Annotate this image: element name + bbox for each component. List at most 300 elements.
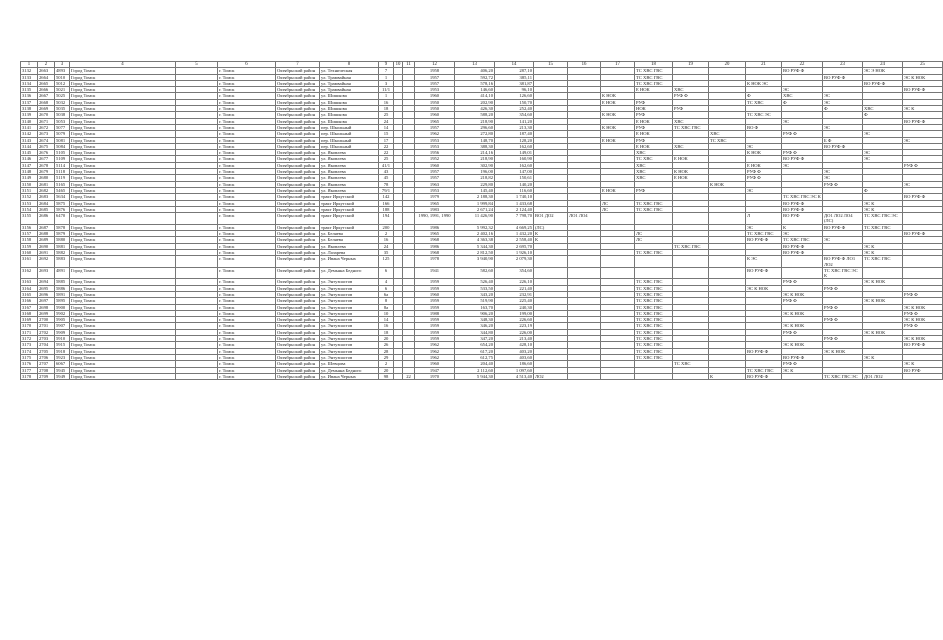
table-cell: 5025 bbox=[55, 93, 70, 99]
table-cell: 5923 bbox=[55, 354, 70, 360]
table-cell: ТС ХВС ГВС bbox=[635, 285, 673, 291]
column-number-cell: 17 bbox=[601, 62, 635, 68]
table-cell bbox=[903, 256, 943, 268]
table-cell: (ЛС) bbox=[534, 224, 568, 230]
table-cell: 5032 bbox=[55, 99, 70, 105]
table-cell: ХВС bbox=[635, 162, 673, 168]
table-cell: 414,10 bbox=[455, 93, 495, 99]
table-cell bbox=[601, 267, 635, 279]
table-cell: ул. Яковлева bbox=[320, 162, 379, 168]
column-number-cell: 8 bbox=[320, 62, 379, 68]
column-number-cell: 11 bbox=[403, 62, 415, 68]
table-cell: 213,40 bbox=[495, 336, 534, 342]
table-cell: 1957 bbox=[415, 74, 455, 80]
table-cell: 14 bbox=[379, 124, 394, 130]
table-cell: ТС ХВС ГВС bbox=[635, 68, 673, 74]
table-cell: 5907 bbox=[55, 323, 70, 329]
table-cell: 2 695,70 bbox=[495, 243, 534, 249]
table-cell: г. Томск bbox=[218, 213, 276, 225]
table-cell: г. Томск bbox=[218, 354, 276, 360]
table-cell: ЛО1 ЛО4 bbox=[568, 213, 601, 225]
table-cell: 343,20 bbox=[455, 291, 495, 297]
table-cell: 406,20 bbox=[455, 68, 495, 74]
table-cell: К bbox=[782, 224, 823, 230]
table-cell: ТС ХВС ГВС bbox=[635, 342, 673, 348]
table-cell: 2693 bbox=[38, 267, 55, 279]
table-cell: 5012 bbox=[55, 80, 70, 86]
table-cell: 2682 bbox=[38, 187, 55, 193]
table-cell: Октябрьский район bbox=[276, 131, 320, 137]
table-cell: 426,30 bbox=[455, 106, 495, 112]
table-cell: 2700 bbox=[38, 317, 55, 323]
table-cell bbox=[903, 213, 943, 225]
table-cell: 1986 bbox=[415, 243, 455, 249]
table-cell bbox=[673, 213, 709, 225]
table-cell: ВО1 ДО2 bbox=[534, 213, 568, 225]
table-cell: 1959 bbox=[415, 323, 455, 329]
table-cell: Город Томск bbox=[70, 187, 176, 193]
table-cell: ВО РУФ Ф bbox=[746, 267, 782, 279]
table-cell: 2667 bbox=[38, 93, 55, 99]
table-cell: 5881 bbox=[55, 243, 70, 249]
table-cell: Город Томск bbox=[70, 162, 176, 168]
table-cell: ТС ХВС ГВС ЭС bbox=[823, 373, 863, 379]
table-cell: Е НОК bbox=[635, 87, 673, 93]
table-cell: 5634 bbox=[55, 194, 70, 200]
table-cell: 526,40 bbox=[455, 279, 495, 285]
table-cell: ТС ХВС bbox=[673, 361, 709, 367]
table-cell: 4893 bbox=[55, 68, 70, 74]
table-cell: ЛС bbox=[635, 237, 673, 243]
table-cell: ЛО2 bbox=[534, 373, 568, 379]
table-cell: ЭС bbox=[823, 237, 863, 243]
table-cell: К bbox=[709, 373, 746, 379]
table-cell: 2701 bbox=[38, 323, 55, 329]
table-cell: ул. Техническая bbox=[320, 68, 379, 74]
table-cell: г. Томск bbox=[218, 143, 276, 149]
table-cell: 1960 bbox=[415, 112, 455, 118]
table-cell: Октябрьский район bbox=[276, 354, 320, 360]
table-cell: ЭС К НОК bbox=[823, 348, 863, 354]
table-cell: Город Томск bbox=[70, 342, 176, 348]
table-cell: Октябрьский район bbox=[276, 348, 320, 354]
table-cell: 3165 bbox=[21, 291, 38, 297]
table-cell: Город Томск bbox=[70, 93, 176, 99]
table-cell: 16 bbox=[379, 99, 394, 105]
table-cell: 654,20 bbox=[455, 342, 495, 348]
table-cell bbox=[673, 267, 709, 279]
table-cell bbox=[394, 256, 403, 268]
table-cell: 5879 bbox=[55, 231, 70, 237]
table-cell: 428,10 bbox=[495, 342, 534, 348]
table-cell: ХВС bbox=[635, 169, 673, 175]
table-cell: 141,20 bbox=[495, 118, 534, 124]
table-cell: ТС ХВС ГВС bbox=[635, 317, 673, 323]
table-cell: Город Томск bbox=[70, 87, 176, 93]
table-cell: 2686 bbox=[38, 213, 55, 225]
table-cell: 1960 bbox=[415, 361, 455, 367]
table-cell: Е НОК bbox=[635, 131, 673, 137]
table-cell: ТС ХВС ГВС bbox=[782, 237, 823, 243]
table-cell: ТС ХВС ГВС bbox=[635, 80, 673, 86]
table-cell: 142 bbox=[379, 194, 394, 200]
table-cell: 1 433,68 bbox=[495, 200, 534, 206]
table-cell: ул. Энтузиастов bbox=[320, 279, 379, 285]
table-cell: 126,60 bbox=[495, 93, 534, 99]
table-cell: г. Томск bbox=[218, 106, 276, 112]
table-cell: 214,16 bbox=[455, 150, 495, 156]
table-cell: г. Томск bbox=[218, 194, 276, 200]
table-cell: РУФ Ф bbox=[823, 181, 863, 187]
table-cell: ВО РУФ Ф ЛО1 ЛО2 bbox=[823, 256, 863, 268]
table-cell: 2681 bbox=[38, 181, 55, 187]
table-cell: ДО1 ЛО2 ЛО4 (ЛС) bbox=[823, 213, 863, 225]
table-cell: 1978 bbox=[415, 256, 455, 268]
table-cell: 1 bbox=[379, 74, 394, 80]
table-cell: г. Томск bbox=[218, 279, 276, 285]
column-number-cell: 7 bbox=[276, 62, 320, 68]
table-cell: Город Томск bbox=[70, 348, 176, 354]
table-cell: ХВС bbox=[635, 175, 673, 181]
table-cell: пер. Школьный bbox=[320, 131, 379, 137]
table-cell: ТС ХВС ГВС bbox=[673, 124, 709, 130]
table-cell: ВО РУФ Ф bbox=[782, 249, 823, 255]
table-cell: РУФ Ф bbox=[823, 317, 863, 323]
table-cell: ВО РУФ Ф bbox=[903, 342, 943, 348]
table-cell: 1 bbox=[379, 93, 394, 99]
table-cell: ВО РУФ Ф bbox=[782, 354, 823, 360]
column-number-cell: 10 bbox=[394, 62, 403, 68]
table-cell: ТС ХВС ГВС bbox=[635, 304, 673, 310]
table-cell: г. Томск bbox=[218, 169, 276, 175]
table-cell: 1965 bbox=[415, 200, 455, 206]
table-cell: 3 bbox=[379, 80, 394, 86]
table-cell: г. Томск bbox=[218, 323, 276, 329]
table-cell: пер. Школьный bbox=[320, 143, 379, 149]
table-cell: 5878 bbox=[55, 224, 70, 230]
table-cell: Октябрьский район bbox=[276, 323, 320, 329]
table-cell: РУФ Ф bbox=[782, 298, 823, 304]
table-cell: 2705 bbox=[38, 348, 55, 354]
table-cell: 582,60 bbox=[455, 267, 495, 279]
table-row bbox=[21, 267, 943, 279]
table-cell: ХВС bbox=[635, 150, 673, 156]
table-cell: Октябрьский район bbox=[276, 74, 320, 80]
table-cell: ЭС К НОК bbox=[782, 342, 823, 348]
table-cell: Е НОК bbox=[673, 175, 709, 181]
table-cell: 533,50 bbox=[455, 285, 495, 291]
table-cell: 1965 bbox=[415, 231, 455, 237]
table-cell: ТС ХВС ГВС bbox=[635, 200, 673, 206]
table-cell: Город Томск bbox=[70, 175, 176, 181]
table-cell: ЭС bbox=[746, 143, 782, 149]
table-cell: 3143 bbox=[21, 137, 38, 143]
table-cell: ул. Энтузиастов bbox=[320, 348, 379, 354]
table-cell: 2665 bbox=[38, 80, 55, 86]
table-cell: ТС ХВС ГВС bbox=[635, 323, 673, 329]
table-cell: Октябрьский район bbox=[276, 169, 320, 175]
table-cell: Октябрьский район bbox=[276, 317, 320, 323]
table-cell: 218,90 bbox=[455, 118, 495, 124]
table-cell: 188 bbox=[379, 206, 394, 212]
table-cell: РУФ Ф bbox=[782, 361, 823, 367]
table-cell: ВО РУФ Ф bbox=[746, 237, 782, 243]
table-cell: ТС ХВС ГВС bbox=[635, 348, 673, 354]
table-cell: 96,10 bbox=[495, 87, 534, 93]
table-cell: 3138 bbox=[21, 106, 38, 112]
table-cell: 140,20 bbox=[495, 181, 534, 187]
table-cell bbox=[635, 213, 673, 225]
table-cell: г. Томск bbox=[218, 74, 276, 80]
table-cell: 232,91 bbox=[495, 291, 534, 297]
table-cell: ул. Трамвайная bbox=[320, 80, 379, 86]
column-number-cell: 3 bbox=[55, 62, 70, 68]
table-cell: 5038 bbox=[55, 112, 70, 118]
column-number-cell: 23 bbox=[823, 62, 863, 68]
table-cell: 5949 bbox=[55, 373, 70, 379]
table-cell: 3170 bbox=[21, 323, 38, 329]
table-cell: 25 bbox=[379, 156, 394, 162]
table-cell: Город Томск bbox=[70, 143, 176, 149]
table-cell: 199,00 bbox=[495, 310, 534, 316]
table-cell: Город Томск bbox=[70, 310, 176, 316]
table-cell: 1953 bbox=[415, 143, 455, 149]
table-cell bbox=[673, 373, 709, 379]
table-cell: 2683 bbox=[38, 194, 55, 200]
table-cell: г. Томск bbox=[218, 237, 276, 243]
table-cell bbox=[403, 256, 415, 268]
table-cell: Октябрьский район bbox=[276, 213, 320, 225]
table-cell: ТС ХВС ГВС bbox=[635, 329, 673, 335]
table-cell: 4 669,25 bbox=[495, 224, 534, 230]
table-cell: 344,80 bbox=[455, 329, 495, 335]
table-cell: 2688 bbox=[38, 231, 55, 237]
table-cell: ЭС К bbox=[782, 367, 823, 373]
table-cell: 2708 bbox=[38, 367, 55, 373]
column-number-cell: 22 bbox=[782, 62, 823, 68]
table-cell: 2690 bbox=[38, 243, 55, 249]
table-cell: 128,20 bbox=[495, 137, 534, 143]
table-cell: ТС ХВС ГВС bbox=[635, 310, 673, 316]
table-cell: ул. Яковлева bbox=[320, 187, 379, 193]
table-cell: К НОК bbox=[746, 150, 782, 156]
table-cell: Б Ф bbox=[823, 137, 863, 143]
table-cell: К НОК ЭС bbox=[746, 80, 782, 86]
table-cell: 4 bbox=[379, 279, 394, 285]
table-cell: ул. Шишкова bbox=[320, 112, 379, 118]
table-cell: 1959 bbox=[415, 298, 455, 304]
table-cell: 381,87 bbox=[495, 80, 534, 86]
table-cell: ТС ХВС ГВС bbox=[673, 243, 709, 249]
table-cell: ЛС bbox=[635, 231, 673, 237]
table-cell: г. Томск bbox=[218, 256, 276, 268]
table-cell: 1965 bbox=[415, 118, 455, 124]
table-cell: Октябрьский район bbox=[276, 373, 320, 379]
table-cell: ВО Ф bbox=[746, 124, 782, 130]
table-cell: г. Томск bbox=[218, 99, 276, 105]
table-cell: Октябрьский район bbox=[276, 118, 320, 124]
table-cell: 20 bbox=[379, 367, 394, 373]
table-cell: Город Томск bbox=[70, 361, 176, 367]
table-cell: ул. Трамвайная bbox=[320, 74, 379, 80]
table-cell: 1 432,20 bbox=[495, 231, 534, 237]
table-cell: Октябрьский район bbox=[276, 112, 320, 118]
table-cell: 3161 bbox=[21, 256, 38, 268]
table-cell: 194 bbox=[379, 213, 394, 225]
table-cell: г. Томск bbox=[218, 231, 276, 237]
table-cell: Ф bbox=[863, 112, 903, 118]
table-cell: 7 798,70 bbox=[495, 213, 534, 225]
table-cell: 3157 bbox=[21, 231, 38, 237]
table-cell: 3163 bbox=[21, 279, 38, 285]
table-cell: ВО РУФ Ф bbox=[823, 74, 863, 80]
table-cell: 2709 bbox=[38, 373, 55, 379]
table-cell: 5035 bbox=[55, 106, 70, 112]
table-cell: 162,60 bbox=[495, 143, 534, 149]
table-cell: 35 bbox=[379, 249, 394, 255]
table-cell: г. Томск bbox=[218, 367, 276, 373]
table-cell: ВО РУФ Ф bbox=[863, 80, 903, 86]
table-cell: ВО РУФ Ф bbox=[782, 243, 823, 249]
table-cell: тракт Иркутский bbox=[320, 213, 379, 225]
table-cell: 2 bbox=[379, 231, 394, 237]
table-cell: Октябрьский район bbox=[276, 342, 320, 348]
table-cell: 41/1 bbox=[379, 162, 394, 168]
table-cell: РУФ Ф bbox=[903, 162, 943, 168]
table-cell: 3134 bbox=[21, 80, 38, 86]
table-cell: 2704 bbox=[38, 342, 55, 348]
table-cell: 2 558,40 bbox=[495, 237, 534, 243]
table-cell: ЭС К НОК bbox=[863, 329, 903, 335]
table-cell: 204,40 bbox=[455, 361, 495, 367]
table-cell: 2673 bbox=[38, 131, 55, 137]
column-number-cell: 4 bbox=[70, 62, 176, 68]
table-cell: 43 bbox=[379, 169, 394, 175]
table-cell: 2680 bbox=[38, 175, 55, 181]
table-cell: ул. Яковлева bbox=[320, 169, 379, 175]
table-cell: г. Томск bbox=[218, 131, 276, 137]
table-cell: К bbox=[534, 231, 568, 237]
table-cell: 2687 bbox=[38, 224, 55, 230]
table-cell: ВО РУФ Ф bbox=[782, 206, 823, 212]
table-cell: Е НОК bbox=[635, 118, 673, 124]
table-cell: 160,90 bbox=[495, 156, 534, 162]
table-cell: 218,90 bbox=[455, 156, 495, 162]
table-cell: ЭС bbox=[782, 162, 823, 168]
table-cell: ХВС bbox=[863, 106, 903, 112]
table-cell: ЭС Э НОК bbox=[863, 68, 903, 74]
table-cell: 3162 bbox=[21, 267, 38, 279]
table-cell: ул. Энтузиастов bbox=[320, 304, 379, 310]
table-cell: 346,20 bbox=[455, 323, 495, 329]
table-cell: Город Томск bbox=[70, 112, 176, 118]
table-cell: Город Томск bbox=[70, 224, 176, 230]
table-row bbox=[21, 256, 943, 268]
table-cell: 5109 bbox=[55, 156, 70, 162]
table-cell bbox=[568, 373, 601, 379]
table-cell: 252,40 bbox=[495, 106, 534, 112]
table-cell: 6470 bbox=[55, 213, 70, 225]
table-cell: 10 bbox=[379, 310, 394, 316]
table-cell: РУФ Ф bbox=[823, 304, 863, 310]
table-cell bbox=[601, 256, 635, 268]
table-cell: Октябрьский район bbox=[276, 124, 320, 130]
table-cell: ТС ХВС ГВС bbox=[635, 206, 673, 212]
table-cell: г. Томск bbox=[218, 361, 276, 367]
table-cell: 3171 bbox=[21, 329, 38, 335]
table-cell: Город Томск bbox=[70, 329, 176, 335]
table-cell: 1 740,10 bbox=[495, 194, 534, 200]
table-cell: 1958 bbox=[415, 68, 455, 74]
table-cell: 29 bbox=[379, 354, 394, 360]
table-cell: 7 bbox=[379, 68, 394, 74]
housing-register-table bbox=[20, 61, 943, 380]
table-cell: 3153 bbox=[21, 200, 38, 206]
table-cell: 3140 bbox=[21, 118, 38, 124]
table-cell: 5119 bbox=[55, 175, 70, 181]
table-cell: 3145 bbox=[21, 150, 38, 156]
table-cell: 1957 bbox=[415, 169, 455, 175]
table-cell: 5905 bbox=[55, 317, 70, 323]
column-number-cell: 9 bbox=[379, 62, 394, 68]
table-cell: 3178 bbox=[21, 373, 38, 379]
table-cell: Октябрьский район bbox=[276, 106, 320, 112]
table-cell: 1956 bbox=[415, 150, 455, 156]
table-cell: Город Томск bbox=[70, 231, 176, 237]
table-cell: ТС ХВС ГВС ЭС bbox=[863, 213, 903, 225]
table-cell: Октябрьский район bbox=[276, 249, 320, 255]
table-cell: 1962 bbox=[415, 354, 455, 360]
table-cell: Октябрьский район bbox=[276, 256, 320, 268]
table-cell: ул. Энтузиастов bbox=[320, 310, 379, 316]
table-cell: 1950 bbox=[415, 106, 455, 112]
table-cell: РУФ Ф bbox=[782, 279, 823, 285]
table-cell: Октябрьский район bbox=[276, 200, 320, 206]
table-cell: ВО РУФ Ф bbox=[782, 68, 823, 74]
table-cell: 5077 bbox=[55, 124, 70, 130]
table-cell: ЭС К bbox=[903, 106, 943, 112]
table-cell: Л bbox=[746, 213, 782, 225]
table-cell: ЭС bbox=[863, 150, 903, 156]
table-cell: Ф bbox=[746, 93, 782, 99]
table-cell: 1979 bbox=[415, 194, 455, 200]
table-cell: ул. Энтузиастов bbox=[320, 354, 379, 360]
table-cell: 1953 bbox=[415, 87, 455, 93]
table-cell: г. Томск bbox=[218, 291, 276, 297]
table-cell: Октябрьский район bbox=[276, 181, 320, 187]
table-cell: ТС ХВС ГВС bbox=[635, 74, 673, 80]
table-cell: ТС ХВС ГВС bbox=[635, 298, 673, 304]
table-cell: 221,40 bbox=[495, 285, 534, 291]
table-cell: 3168 bbox=[21, 310, 38, 316]
table-cell: ул. Энтузиастов bbox=[320, 298, 379, 304]
table-cell: г. Томск bbox=[218, 342, 276, 348]
table-cell: РУФ bbox=[635, 187, 673, 193]
table-cell: ВО РУФ Ф bbox=[903, 118, 943, 124]
table-cell: 3132 bbox=[21, 68, 38, 74]
table-cell: РУФ Ф bbox=[782, 150, 823, 156]
table-cell: 1952 bbox=[415, 156, 455, 162]
table-cell: Город Томск bbox=[70, 74, 176, 80]
table-cell: 296,60 bbox=[455, 124, 495, 130]
table-cell: Город Томск bbox=[70, 194, 176, 200]
table-cell: г. Томск bbox=[218, 87, 276, 93]
table-cell: К НОК bbox=[673, 169, 709, 175]
table-cell: 22 bbox=[403, 373, 415, 379]
table-cell: РУФ bbox=[673, 106, 709, 112]
table-cell: ХВС bbox=[673, 118, 709, 124]
table-cell: г. Томск bbox=[218, 118, 276, 124]
